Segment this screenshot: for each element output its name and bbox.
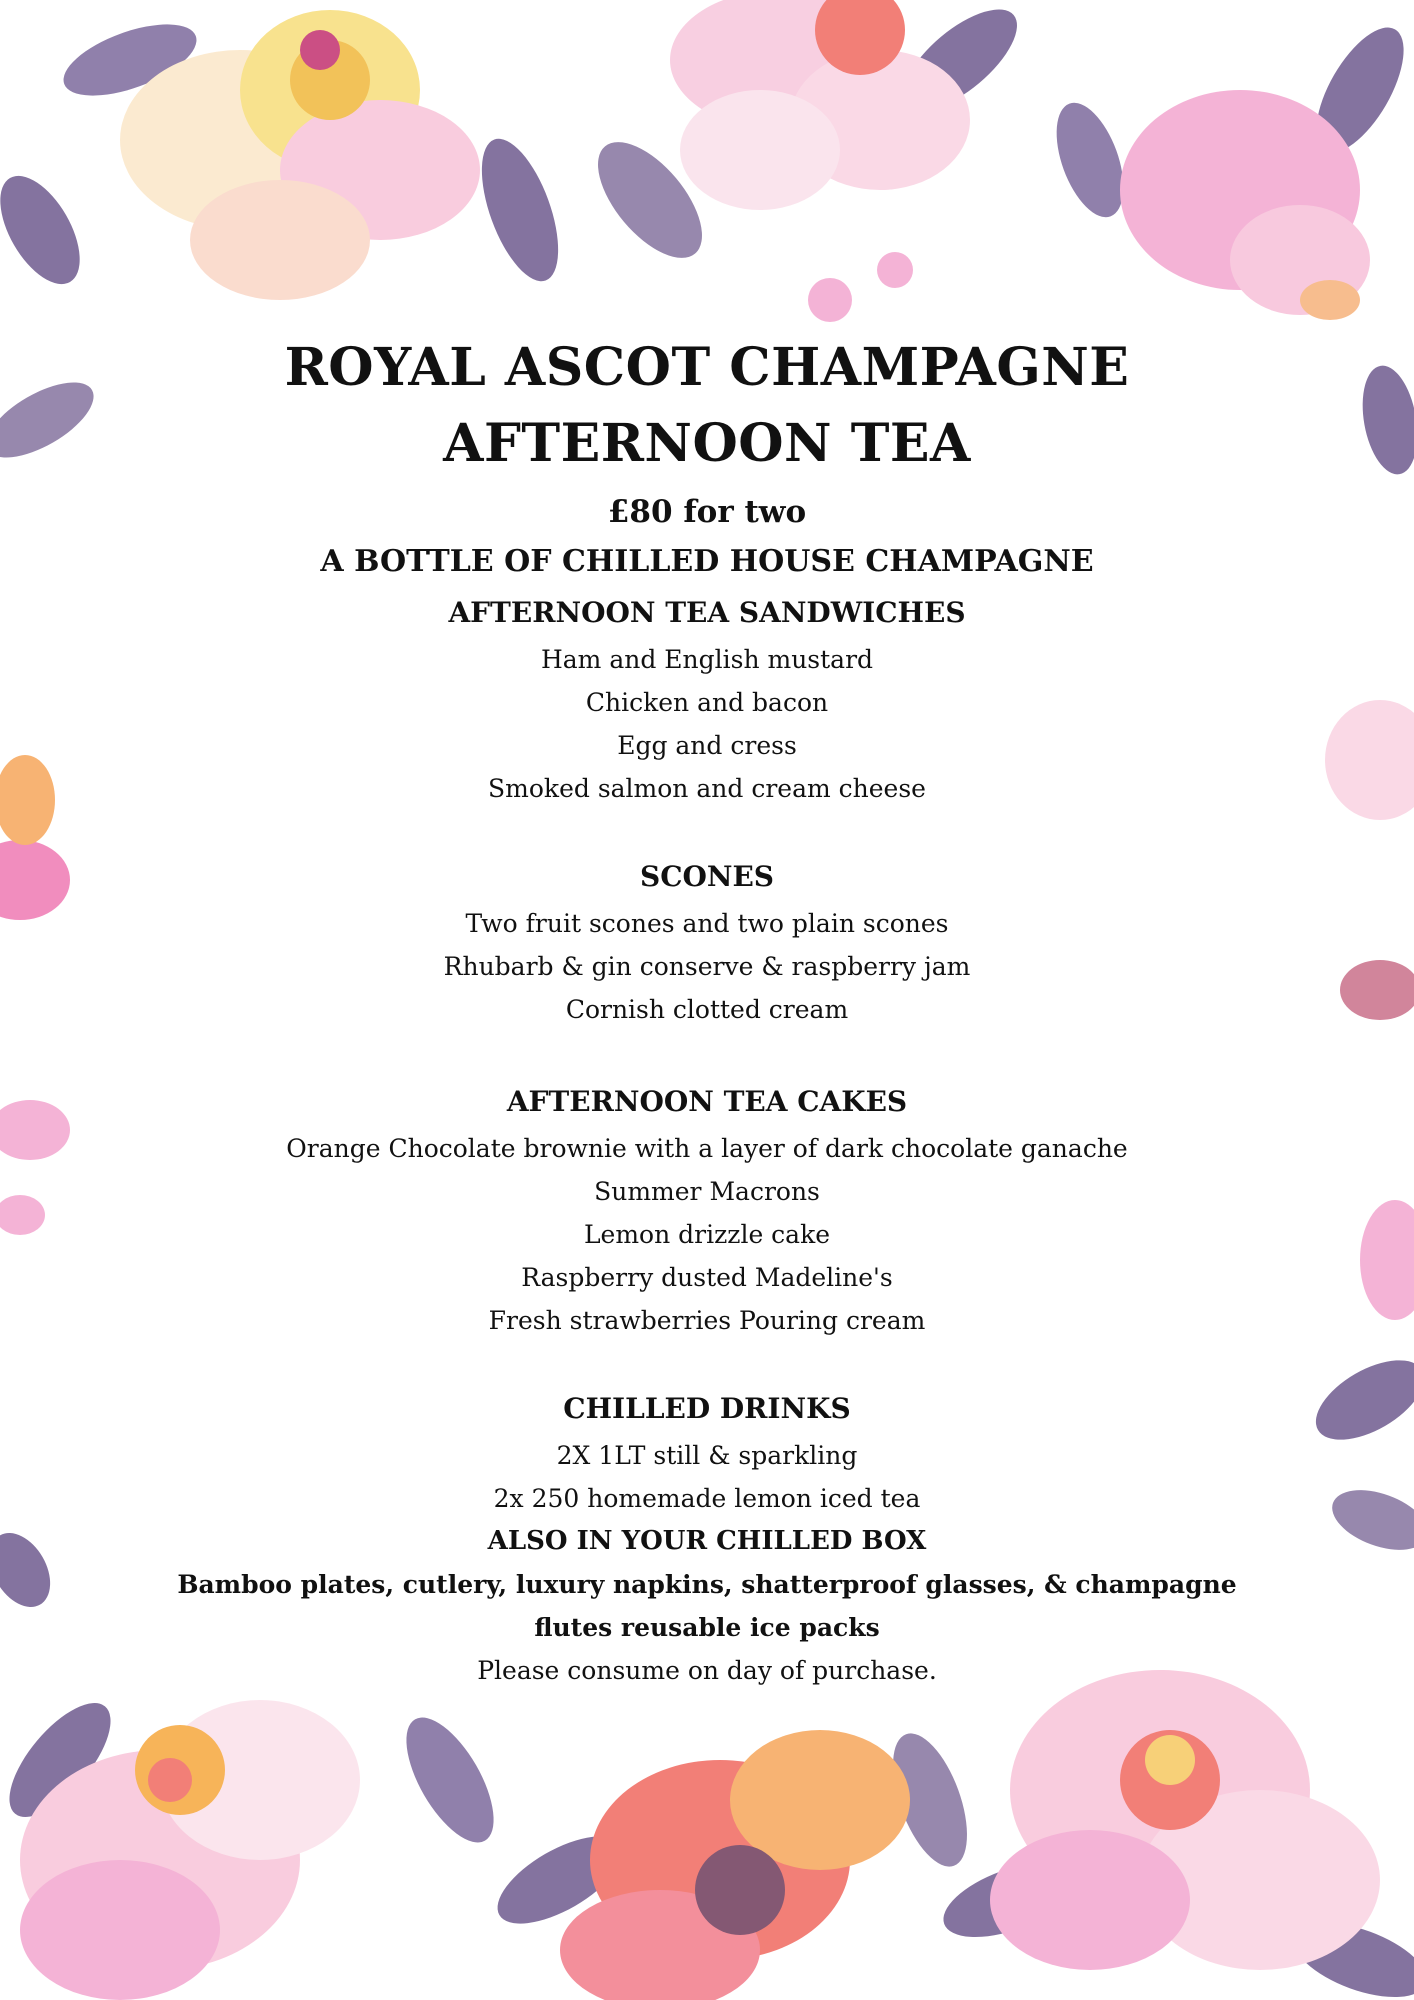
leaf-shape	[1303, 1344, 1414, 1456]
menu-item: Egg and cress	[617, 731, 797, 760]
leaf-shape	[389, 1704, 511, 1855]
flower-pink-top-center	[670, 0, 970, 322]
chilled-box-line2: flutes reusable ice packs	[534, 1613, 880, 1642]
menu-title-line1: ROYAL ASCOT CHAMPAGNE	[284, 337, 1130, 398]
menu-item: Chicken and bacon	[585, 688, 829, 717]
petal-shape	[0, 840, 70, 920]
section-heading-sandwiches: AFTERNOON TEA SANDWICHES	[448, 596, 966, 629]
petal-shape	[0, 1195, 45, 1235]
menu-item: Orange Chocolate brownie with a layer of dark chocolate ganache	[286, 1134, 1128, 1163]
petal-shape	[0, 755, 55, 845]
leaf-shape	[0, 1522, 63, 1617]
menu-item: Rhubarb & gin conserve & raspberry jam	[443, 952, 971, 981]
chilled-box-heading: ALSO IN YOUR CHILLED BOX	[487, 1526, 927, 1556]
flower-coral-bottom-center	[560, 1730, 910, 2000]
petal-shape	[0, 1100, 70, 1160]
menu-content	[160, 330, 1254, 1692]
section-gap	[160, 810, 1254, 852]
petal-shape	[1325, 700, 1414, 820]
leaf-shape	[0, 367, 105, 472]
chilled-box-line1: Bamboo plates, cutlery, luxury napkins, shatterproof glasses, & champagne	[177, 1570, 1237, 1599]
menu-item: Fresh strawberries Pouring cream	[488, 1306, 926, 1335]
leaf-shape	[466, 129, 574, 290]
menu-item: Ham and English mustard	[540, 645, 874, 674]
menu-item: Summer Macrons	[594, 1177, 820, 1206]
footer-note: Please consume on day of purchase.	[477, 1656, 937, 1685]
leaf-shape	[0, 163, 96, 297]
menu-item: 2x 250 homemade lemon iced tea	[493, 1484, 921, 1513]
flower-pink-bottom-right	[990, 1670, 1380, 1970]
champagne-line: A BOTTLE OF CHILLED HOUSE CHAMPAGNE	[320, 544, 1094, 579]
section-gap	[160, 1031, 1254, 1077]
menu-item: Two fruit scones and two plain scones	[465, 909, 949, 938]
leaf-shape	[1324, 1478, 1414, 1561]
menu-item: Smoked salmon and cream cheese	[488, 774, 926, 803]
section-heading-scones: SCONES	[639, 860, 775, 893]
menu-title-line2: AFTERNOON TEA	[443, 413, 971, 474]
menu-item: Raspberry dusted Madeline's	[521, 1263, 893, 1292]
section-heading-drinks: CHILLED DRINKS	[563, 1392, 851, 1425]
petal-shape	[1360, 1200, 1414, 1320]
menu-item: Cornish clotted cream	[565, 995, 849, 1024]
leaf-shape	[1355, 361, 1414, 478]
section-heading-cakes: AFTERNOON TEA CAKES	[506, 1085, 908, 1118]
menu-item: Lemon drizzle cake	[583, 1220, 831, 1249]
leaf-shape	[1340, 960, 1414, 1020]
section-gap	[160, 1342, 1254, 1384]
menu-item: 2X 1LT still & sparkling	[556, 1441, 858, 1470]
price: £80 for two	[607, 494, 807, 530]
